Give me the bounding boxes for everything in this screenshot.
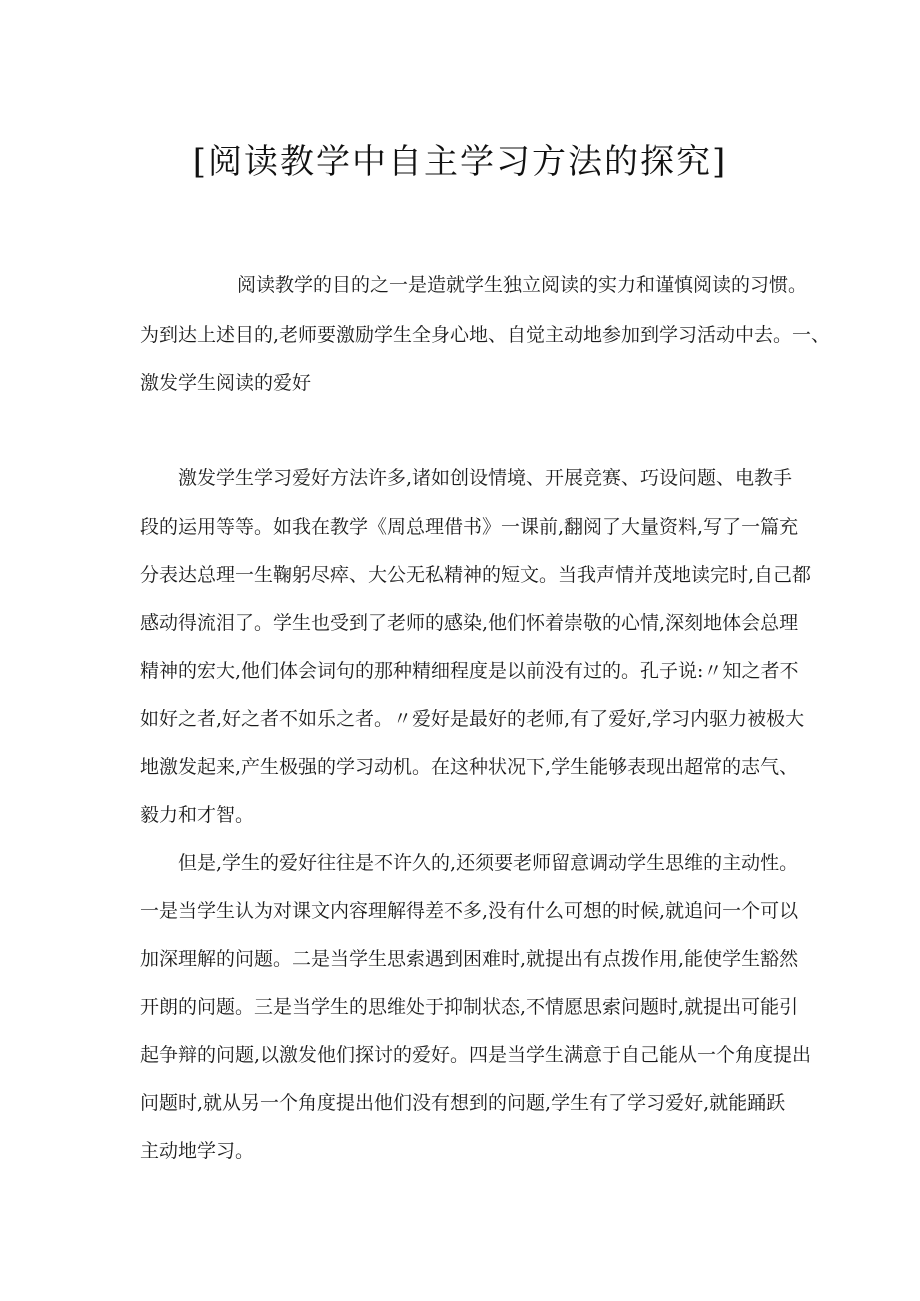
text-line: 阅读教学的目的之一是造就学生独立阅读的实力和谨慎阅读的习惯。 bbox=[237, 274, 808, 296]
text-line: 精神的宏大,他们体会词句的那种精细程度是以前没有过的。孔子说:〃知之者不 bbox=[140, 660, 799, 682]
text-line: 但是,学生的爱好往往是不许久的,还须要老师留意调动学生思维的主动性。 bbox=[178, 852, 799, 874]
section-heading-line: 激发学生阅读的爱好 bbox=[140, 372, 312, 394]
text-line: 分表达总理一生鞠躬尽瘁、大公无私精神的短文。当我声情并茂地读完时,自己都 bbox=[140, 564, 812, 586]
text-line: 激发学生学习爱好方法许多,诸如创设情境、开展竞赛、巧设问题、电教手 bbox=[178, 467, 793, 489]
text-line: 为到达上述目的,老师要激励学生全身心地、自觉主动地参加到学习活动中去。一、 bbox=[140, 324, 831, 346]
text-line: 毅力和才智。 bbox=[140, 804, 255, 826]
text-line: 起争辩的问题,以激发他们探讨的爱好。四是当学生满意于自己能从一个角度提出 bbox=[140, 1044, 812, 1066]
text-line: 地激发起来,产生极强的学习动机。在这种状况下,学生能够表现出超常的志气、 bbox=[140, 756, 799, 778]
text-line: 如好之者,好之者不如乐之者。〃爱好是最好的老师,有了爱好,学习内驱力被极大 bbox=[140, 708, 805, 730]
text-line: 一是当学生认为对课文内容理解得差不多,没有什么可想的时候,就追问一个可以 bbox=[140, 900, 799, 922]
text-line: 加深理解的问题。二是当学生思索遇到困难时,就提出有点拨作用,能使学生豁然 bbox=[140, 948, 799, 970]
text-line: 感动得流泪了。学生也受到了老师的感染,他们怀着崇敬的心情,深刻地体会总理 bbox=[140, 612, 799, 634]
document-title: [阅读教学中自主学习方法的探究] bbox=[192, 142, 728, 182]
text-line: 段的运用等等。如我在教学《周总理借书》一课前,翻阅了大量资料,写了一篇充 bbox=[140, 516, 799, 538]
text-line: 问题时,就从另一个角度提出他们没有想到的问题,学生有了学习爱好,就能踊跃 bbox=[140, 1092, 786, 1114]
text-line: 主动地学习。 bbox=[140, 1140, 255, 1162]
text-line: 开朗的问题。三是当学生的思维处于抑制状态,不情愿思索问题时,就提出可能引 bbox=[140, 996, 799, 1018]
